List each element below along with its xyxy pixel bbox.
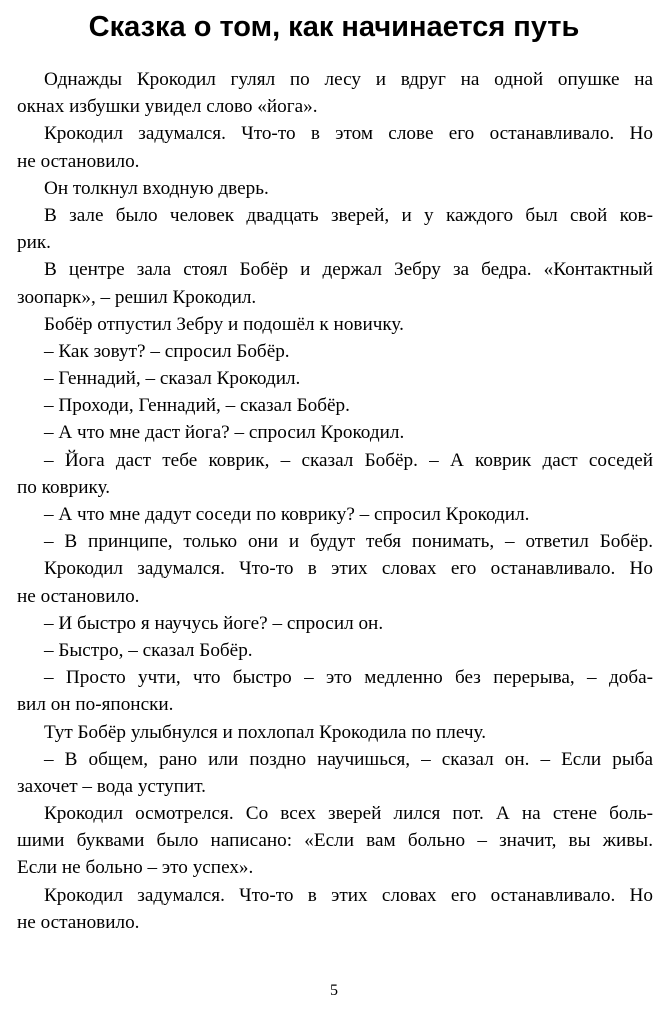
text-line: Он толкнул входную дверь. xyxy=(44,177,269,199)
text-line: захочет – вода уступит. xyxy=(17,775,206,797)
text-line: не остановило. xyxy=(17,911,140,933)
text-line: вил он по-японски. xyxy=(17,694,174,716)
text-line: шими буквами было написано: «Если вам больно – значит, вы живы. xyxy=(17,830,653,852)
text-line: – А что мне дадут соседи по коврику? – спросил Крокодил. xyxy=(44,504,530,525)
text-line: – Быстро, – сказал Бобёр. xyxy=(44,639,253,661)
text-line: зоопарк», – решил Крокодил. xyxy=(17,286,257,308)
text-line: Тут Бобёр улыбнулся и похлопал Крокодила по плечу. xyxy=(44,721,487,743)
text-line: окнах избушки увидел слово «йога». xyxy=(17,96,318,118)
chapter-title: Сказка о том, как начинается путь xyxy=(88,11,580,43)
chapter-body xyxy=(17,66,653,936)
text-line: рик. xyxy=(17,232,51,254)
text-line: Бобёр отпустил Зебру и подошёл к новичку. xyxy=(44,313,404,335)
text-line: – Йога даст тебе коврик, – сказал Бобёр. – А коврик даст соседей xyxy=(44,449,653,471)
text-line: Однажды Крокодил гулял по лесу и вдруг на одной опушке на xyxy=(44,69,653,90)
text-line: – В общем, рано или поздно научишься, – сказал он. – Если рыба xyxy=(44,748,653,770)
text-line: Крокодил осмотрелся. Со всех зверей лился пот. А на стене боль- xyxy=(44,803,653,825)
text-line: – И быстро я научусь йоге? – спросил он. xyxy=(44,612,384,634)
text-line: Если не больно – это успех». xyxy=(17,857,254,879)
text-line: В зале было человек двадцать зверей, и у каждого был свой ков- xyxy=(44,204,653,226)
text-line: – А что мне даст йога? – спросил Крокодил. xyxy=(44,422,405,444)
text-line: Крокодил задумался. Что-то в этом слове его останавливало. Но xyxy=(44,123,653,145)
text-line: по коврику. xyxy=(17,476,111,498)
text-line: не остановило. xyxy=(17,585,140,607)
page-number: 5 xyxy=(330,982,338,999)
text-line: – В принципе, только они и будут тебя понимать, – ответил Бобёр. xyxy=(44,531,653,553)
text-line: В центре зала стоял Бобёр и держал Зебру за бедра. «Контактный xyxy=(44,259,653,281)
text-line: Крокодил задумался. Что-то в этих словах его останавливало. Но xyxy=(44,558,653,580)
text-line: – Просто учти, что быстро – это медленно без перерыва, – доба- xyxy=(44,667,653,689)
text-line: не остановило. xyxy=(17,150,140,172)
text-line: – Проходи, Геннадий, – сказал Бобёр. xyxy=(44,395,350,417)
text-line: – Как зовут? – спросил Бобёр. xyxy=(44,340,290,362)
text-line: – Геннадий, – сказал Крокодил. xyxy=(44,368,301,390)
text-line: Крокодил задумался. Что-то в этих словах его останавливало. Но xyxy=(44,884,653,906)
